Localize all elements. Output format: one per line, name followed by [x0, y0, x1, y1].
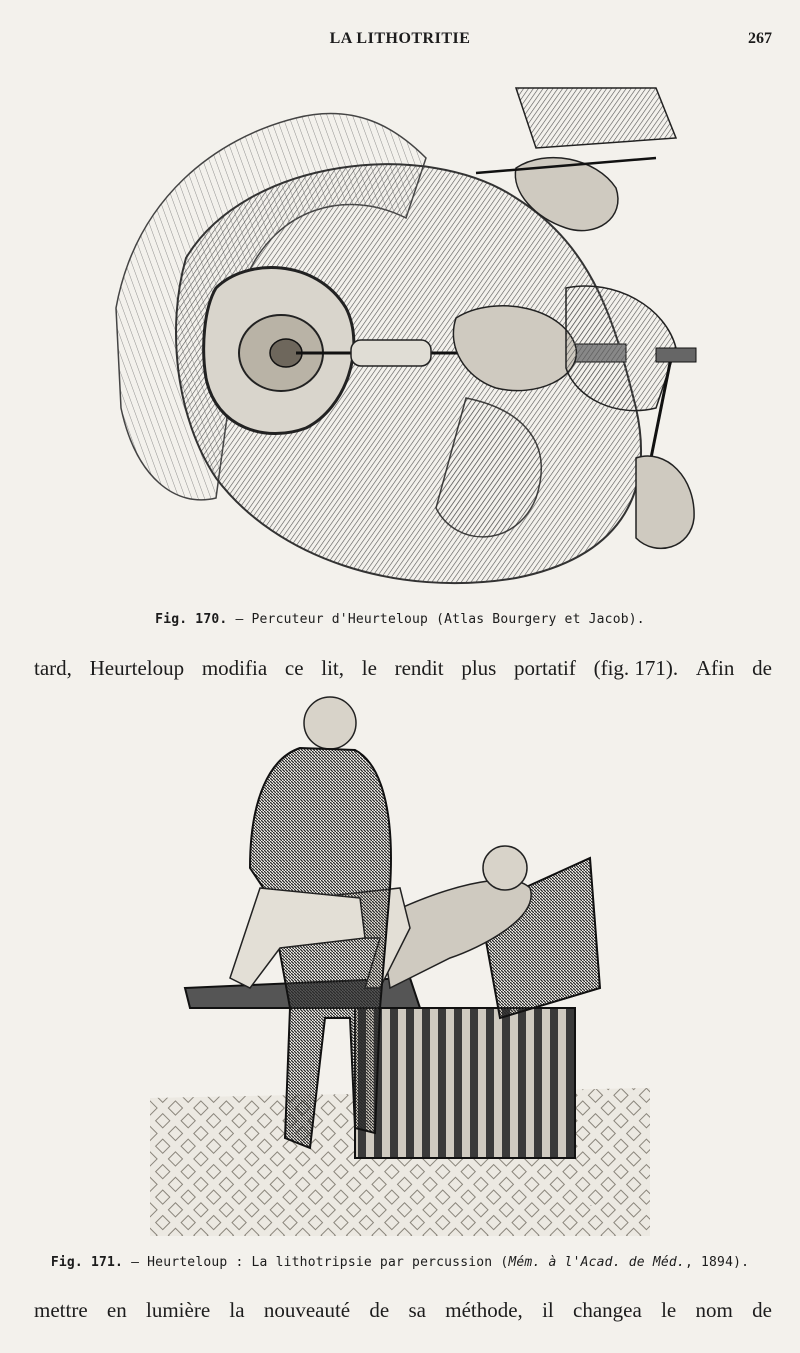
figure-170-caption-text: — Percuteur d'Heurteloup (Atlas Bourgery et Jacob). — [227, 612, 645, 627]
figure-170-engraving — [96, 78, 706, 596]
line1-word: lit, — [321, 656, 345, 680]
line2-word: nouveauté — [263, 1298, 351, 1322]
line2-word: méthode, — [445, 1298, 523, 1322]
line1-word: rendit — [394, 656, 444, 680]
page-number: 267 — [748, 30, 772, 47]
line2-word: de — [369, 1298, 390, 1322]
running-head — [0, 30, 800, 54]
line2-word: il — [542, 1298, 554, 1322]
figure-171-citation: Mém. à l'Acad. de Méd. — [508, 1255, 685, 1270]
line2-word: mettre — [34, 1298, 88, 1322]
line2-word: de — [752, 1298, 772, 1322]
svg-text:·: · — [590, 1203, 592, 1210]
running-title: LA LITHOTRITIE — [329, 30, 471, 47]
figure-171-caption — [0, 1255, 800, 1270]
line1-word: (fig. 171). — [593, 656, 679, 680]
figure-171-caption-tail: , 1894). — [684, 1255, 750, 1270]
line1-word: Heurteloup — [89, 656, 185, 680]
figure-171-caption-text: — Heurteloup : La lithotripsie par percussion ( — [123, 1255, 509, 1270]
figure-171-engraving — [150, 688, 650, 1236]
line1-word: ce — [284, 656, 304, 680]
line2-word: sa — [408, 1298, 426, 1322]
line2-word: lumière — [146, 1298, 211, 1322]
percuteur-illustration — [96, 78, 706, 596]
line1-word: portatif — [514, 656, 576, 680]
line2-word: le — [661, 1298, 677, 1322]
line1-word: modifia — [201, 656, 268, 680]
line1-word: tard, — [34, 656, 72, 680]
line1-word: Afin — [695, 656, 735, 680]
heurteloup-illustration — [150, 688, 650, 1236]
body-text-line-1 — [34, 656, 772, 681]
line1-word: plus — [461, 656, 497, 680]
line1-word: le — [361, 656, 377, 680]
figure-171-label: Fig. 171. — [50, 1255, 124, 1270]
figure-170-caption — [0, 612, 800, 627]
line2-word: la — [229, 1298, 245, 1322]
line2-word: en — [106, 1298, 127, 1322]
line2-word: changea — [573, 1298, 642, 1322]
line2-word: nom — [695, 1298, 733, 1322]
figure-170-label: Fig. 170. — [155, 612, 228, 627]
body-text-line-2 — [34, 1298, 772, 1323]
line1-word: de — [752, 656, 772, 680]
